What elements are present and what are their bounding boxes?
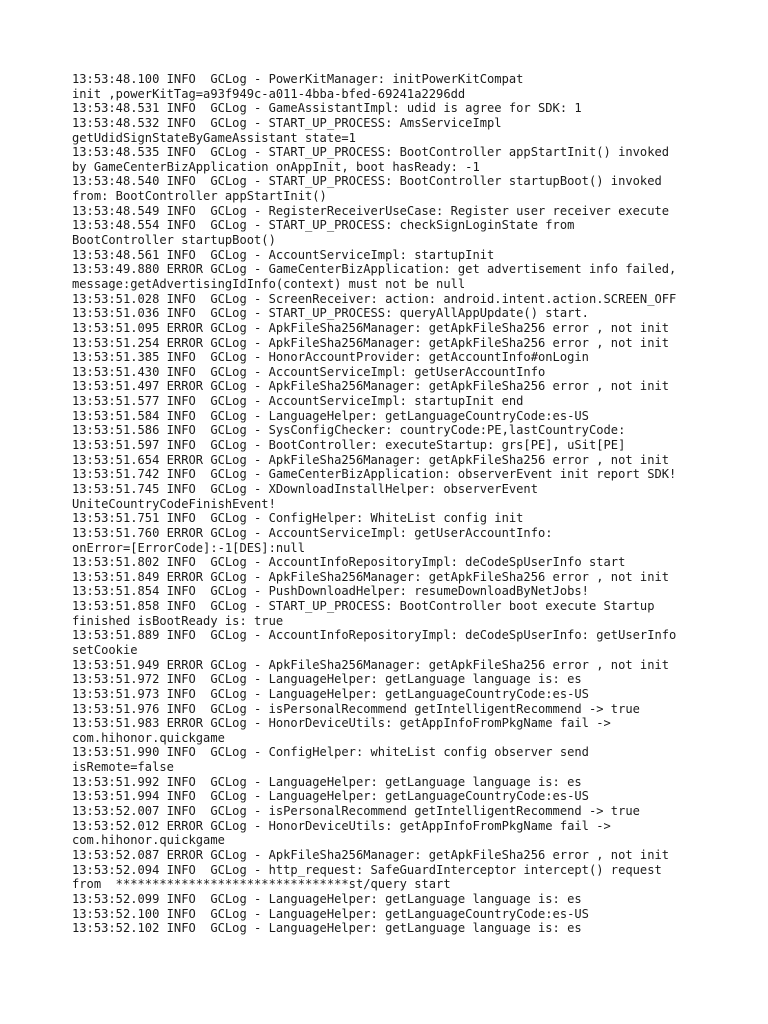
log-line: 13:53:51.949 ERROR GCLog - ApkFileSha256Manager: getApkFileSha256 error , not init bbox=[72, 657, 670, 672]
log-line: 13:53:52.099 INFO GCLog - LanguageHelper: getLanguage language is: es bbox=[72, 891, 582, 906]
log-line: 13:53:51.973 INFO GCLog - LanguageHelper: getLanguageCountryCode:es-US bbox=[72, 686, 589, 701]
log-line: 13:53:51.972 INFO GCLog - LanguageHelper: getLanguage language is: es bbox=[72, 672, 582, 687]
log-line: 13:53:51.254 ERROR GCLog - ApkFileSha256Manager: getApkFileSha256 error , not init bbox=[72, 335, 670, 350]
log-line: 13:53:52.102 INFO GCLog - LanguageHelper: getLanguage language is: es bbox=[72, 921, 582, 936]
log-line: by GameCenterBizApplication onAppInit, boot hasReady: -1 bbox=[72, 159, 480, 174]
log-line: 13:53:51.497 ERROR GCLog - ApkFileSha256Manager: getApkFileSha256 error , not init bbox=[72, 379, 670, 394]
log-line: 13:53:51.584 INFO GCLog - LanguageHelper: getLanguageCountryCode:es-US bbox=[72, 408, 589, 423]
log-line: 13:53:48.532 INFO GCLog - START_UP_PROCESS: AmsServiceImpl bbox=[72, 115, 502, 130]
log-line: 13:53:51.028 INFO GCLog - ScreenReceiver: action: android.intent.action.SCREEN_OFF bbox=[72, 291, 677, 306]
log-line: 13:53:51.854 INFO GCLog - PushDownloadHelper: resumeDownloadByNetJobs! bbox=[72, 584, 589, 599]
log-line: 13:53:51.095 ERROR GCLog - ApkFileSha256Manager: getApkFileSha256 error , not init bbox=[72, 320, 670, 335]
log-line: 13:53:51.992 INFO GCLog - LanguageHelper: getLanguage language is: es bbox=[72, 774, 582, 789]
log-line: 13:53:48.554 INFO GCLog - START_UP_PROCESS: checkSignLoginState from bbox=[72, 218, 575, 233]
log-line: 13:53:51.990 INFO GCLog - ConfigHelper: whiteList config observer send bbox=[72, 745, 589, 760]
log-line: 13:53:51.760 ERROR GCLog - AccountServiceImpl: getUserAccountInfo: bbox=[72, 525, 553, 540]
log-line: from: BootController appStartInit() bbox=[72, 189, 327, 204]
log-line: 13:53:48.535 INFO GCLog - START_UP_PROCESS: BootController appStartInit() invoked bbox=[72, 145, 670, 160]
log-line: com.hihonor.quickgame bbox=[72, 730, 225, 745]
log-line: 13:53:51.036 INFO GCLog - START_UP_PROCESS: queryAllAppUpdate() start. bbox=[72, 306, 589, 321]
log-line: finished isBootReady is: true bbox=[72, 613, 284, 628]
log-line: 13:53:51.802 INFO GCLog - AccountInfoRepositoryImpl: deCodeSpUserInfo start bbox=[72, 555, 626, 570]
log-line: setCookie bbox=[72, 642, 138, 657]
log-line: 13:53:48.561 INFO GCLog - AccountServiceImpl: startupInit bbox=[72, 247, 495, 262]
log-line: 13:53:51.889 INFO GCLog - AccountInfoRepositoryImpl: deCodeSpUserInfo: getUserInfo bbox=[72, 628, 677, 643]
log-line: 13:53:48.540 INFO GCLog - START_UP_PROCESS: BootController startupBoot() invoked bbox=[72, 174, 662, 189]
log-line: 13:53:51.849 ERROR GCLog - ApkFileSha256Manager: getApkFileSha256 error , not init bbox=[72, 569, 670, 584]
log-line: 13:53:51.994 INFO GCLog - LanguageHelper: getLanguageCountryCode:es-US bbox=[72, 789, 589, 804]
log-text-block bbox=[72, 72, 722, 936]
log-line: getUdidSignStateByGameAssistant state=1 bbox=[72, 130, 356, 145]
log-line: message:getAdvertisingIdInfo(context) must not be null bbox=[72, 276, 466, 291]
log-line: 13:53:49.880 ERROR GCLog - GameCenterBizApplication: get advertisement info failed, bbox=[72, 262, 677, 277]
log-line: 13:53:48.100 INFO GCLog - PowerKitManager: initPowerKitCompat bbox=[72, 72, 524, 86]
log-line: 13:53:51.751 INFO GCLog - ConfigHelper: WhiteList config init bbox=[72, 511, 524, 526]
log-line: 13:53:51.983 ERROR GCLog - HonorDeviceUtils: getAppInfoFromPkgName fail -> bbox=[72, 716, 611, 731]
log-line: 13:53:52.094 INFO GCLog - http_request: SafeGuardInterceptor intercept() request bbox=[72, 862, 662, 877]
log-line: 13:53:51.742 INFO GCLog - GameCenterBizApplication: observerEvent init report SDK! bbox=[72, 467, 677, 482]
log-line: com.hihonor.quickgame bbox=[72, 833, 225, 848]
log-line: 13:53:51.597 INFO GCLog - BootController: executeStartup: grs[PE], uSit[PE] bbox=[72, 438, 626, 453]
log-line: BootController startupBoot() bbox=[72, 233, 276, 248]
log-line: init ,powerKitTag=a93f949c-a011-4bba-bfed-69241a2296dd bbox=[72, 86, 466, 101]
log-line: 13:53:51.654 ERROR GCLog - ApkFileSha256Manager: getApkFileSha256 error , not init bbox=[72, 452, 670, 467]
log-line: 13:53:51.577 INFO GCLog - AccountServiceImpl: startupInit end bbox=[72, 394, 524, 409]
log-line: 13:53:52.087 ERROR GCLog - ApkFileSha256Manager: getApkFileSha256 error , not init bbox=[72, 847, 670, 862]
log-line: 13:53:52.007 INFO GCLog - isPersonalRecommend getIntelligentRecommend -> true bbox=[72, 804, 640, 819]
log-line: 13:53:51.976 INFO GCLog - isPersonalRecommend getIntelligentRecommend -> true bbox=[72, 701, 640, 716]
log-line: 13:53:51.745 INFO GCLog - XDownloadInstallHelper: observerEvent bbox=[72, 481, 538, 496]
log-line: onError=[ErrorCode]:-1[DES]:null bbox=[72, 540, 305, 555]
log-line: 13:53:51.430 INFO GCLog - AccountServiceImpl: getUserAccountInfo bbox=[72, 364, 546, 379]
log-line: UniteCountryCodeFinishEvent! bbox=[72, 496, 276, 511]
log-line: from ********************************st/query start bbox=[72, 877, 451, 892]
log-line: isRemote=false bbox=[72, 760, 174, 775]
log-line: 13:53:52.012 ERROR GCLog - HonorDeviceUtils: getAppInfoFromPkgName fail -> bbox=[72, 818, 611, 833]
log-line: 13:53:52.100 INFO GCLog - LanguageHelper: getLanguageCountryCode:es-US bbox=[72, 906, 589, 921]
log-line: 13:53:51.385 INFO GCLog - HonorAccountProvider: getAccountInfo#onLogin bbox=[72, 350, 589, 365]
log-line: 13:53:48.549 INFO GCLog - RegisterReceiverUseCase: Register user receiver execute bbox=[72, 203, 670, 218]
log-line: 13:53:51.858 INFO GCLog - START_UP_PROCESS: BootController boot execute Startup bbox=[72, 599, 655, 614]
log-line: 13:53:51.586 INFO GCLog - SysConfigChecker: countryCode:PE,lastCountryCode: bbox=[72, 423, 626, 438]
log-line: 13:53:48.531 INFO GCLog - GameAssistantImpl: udid is agree for SDK: 1 bbox=[72, 101, 582, 116]
